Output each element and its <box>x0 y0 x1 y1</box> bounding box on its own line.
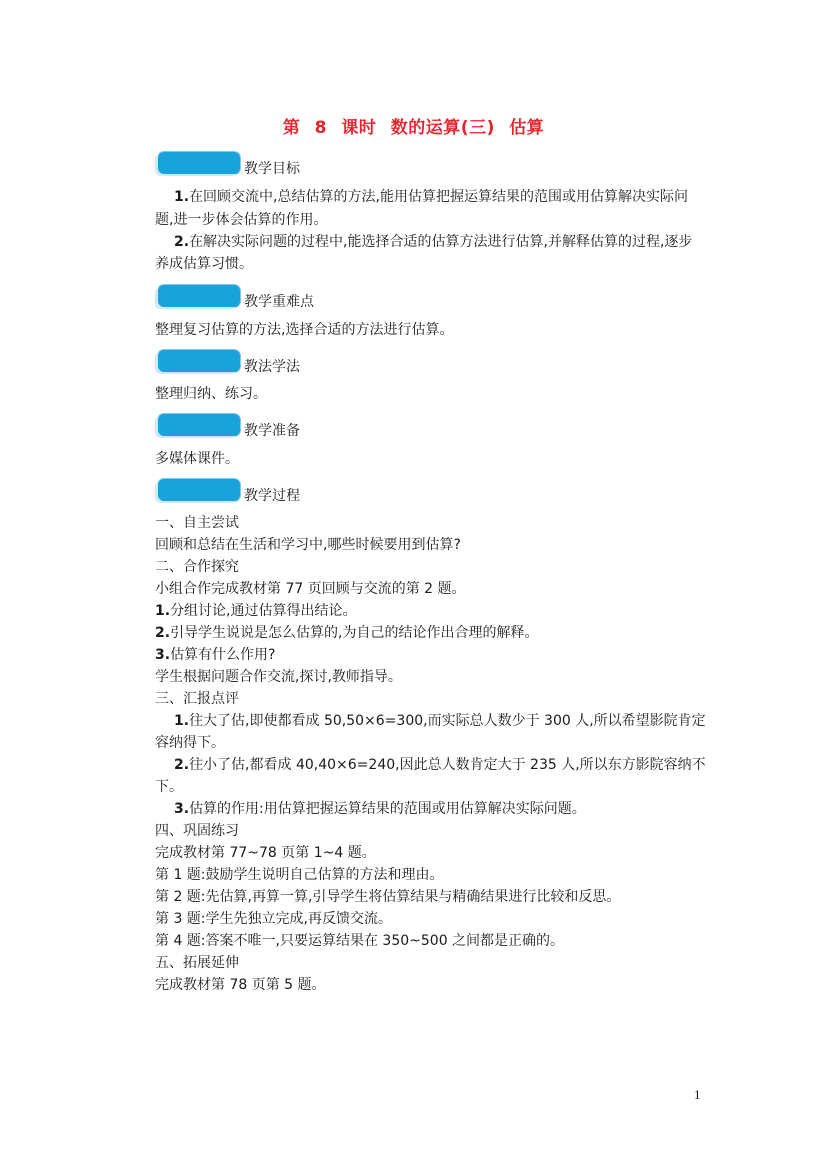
page-number: 1 <box>694 1087 701 1102</box>
process-heading-3: 三、汇报点评 <box>155 691 239 707</box>
key-text: 整理复习估算的方法,选择合适的方法进行估算。 <box>155 322 454 338</box>
section-tab-marker <box>158 479 240 501</box>
goal-2-line-1: 2.在解决实际问题的过程中,能选择合适的估算方法进行估算,并解释估算的过程,逐步 <box>174 234 693 250</box>
process-text: 回顾和总结在生活和学习中,哪些时候要用到估算? <box>155 537 461 553</box>
section-label: 教法学法 <box>244 359 300 375</box>
section-label: 教学目标 <box>244 161 300 177</box>
process-item: 3.估算的作用:用估算把握运算结果的范围或用估算解决实际问题。 <box>174 801 586 817</box>
goal-1-line-2: 题,进一步体会估算的作用。 <box>155 212 328 228</box>
section-label: 教学重难点 <box>244 294 314 310</box>
process-heading-2: 二、合作探究 <box>155 559 239 575</box>
goal-1-line-1: 1.在回顾交流中,总结估算的方法,能用估算把握运算结果的范围或用估算解决实际问 <box>174 189 688 205</box>
process-item: 第 1 题:鼓励学生说明自己估算的方法和理由。 <box>155 867 444 883</box>
process-item-continued: 容纳得下。 <box>155 735 225 751</box>
goal-2-line-2: 养成估算习惯。 <box>155 256 253 272</box>
process-item: 第 4 题:答案不唯一,只要运算结果在 350~500 之间都是正确的。 <box>155 933 565 949</box>
process-item: 2.引导学生说说是怎么估算的,为自己的结论作出合理的解释。 <box>155 625 539 641</box>
section-label: 教学过程 <box>244 488 300 504</box>
methods-text: 整理归纳、练习。 <box>155 386 267 402</box>
section-tab-marker <box>158 152 240 174</box>
section-tab-marker <box>158 350 240 372</box>
process-heading-1: 一、自主尝试 <box>155 515 239 531</box>
page-title: 第 8 课时 数的运算(三) 估算 <box>282 118 545 138</box>
process-text: 学生根据问题合作交流,探讨,教师指导。 <box>155 669 402 685</box>
process-text: 完成教材第 77~78 页第 1~4 题。 <box>155 845 376 861</box>
process-item: 3.估算有什么作用? <box>155 647 276 663</box>
process-item: 2.往小了估,都看成 40,40×6=240,因此总人数肯定大于 235 人,所以东方影院容纳不 <box>174 757 706 773</box>
section-tab-marker <box>158 414 240 436</box>
process-item: 1.往大了估,即使都看成 50,50×6=300,而实际总人数少于 300 人,所以希望影院肯定 <box>174 713 706 729</box>
process-heading-5: 五、拓展延伸 <box>155 955 239 971</box>
process-item-continued: 下。 <box>155 779 183 795</box>
prep-text: 多媒体课件。 <box>155 451 239 467</box>
process-heading-4: 四、巩固练习 <box>155 823 239 839</box>
process-item: 第 3 题:学生先独立完成,再反馈交流。 <box>155 911 392 927</box>
process-text: 完成教材第 78 页第 5 题。 <box>155 977 326 993</box>
section-label: 教学准备 <box>244 423 300 439</box>
section-tab-marker <box>158 285 240 307</box>
process-item: 第 2 题:先估算,再算一算,引导学生将估算结果与精确结果进行比较和反思。 <box>155 889 621 905</box>
process-item: 1.分组讨论,通过估算得出结论。 <box>155 603 357 619</box>
process-text: 小组合作完成教材第 77 页回顾与交流的第 2 题。 <box>155 581 466 597</box>
